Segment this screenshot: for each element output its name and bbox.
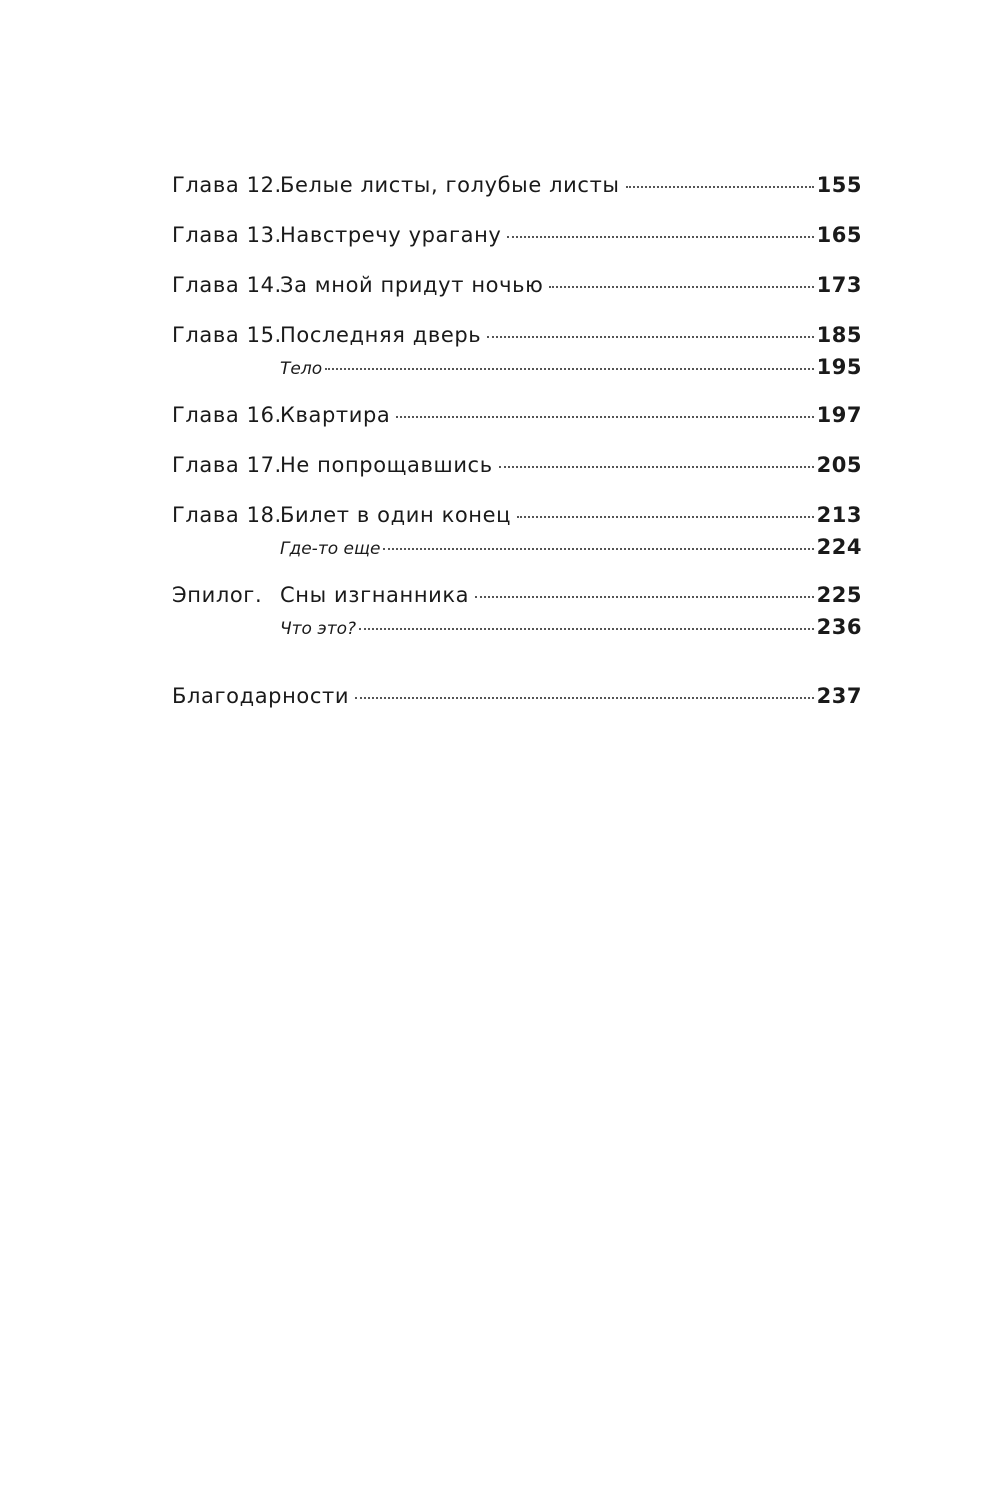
page-number: 237 (816, 684, 862, 708)
page-number: 213 (816, 503, 862, 527)
chapter-label: Глава 15. (172, 323, 282, 347)
chapter-label: Глава 18. (172, 503, 282, 527)
page-number: 225 (816, 583, 862, 607)
toc-entry-chapter-17[interactable] (172, 448, 862, 482)
dot-leader (487, 336, 813, 338)
chapter-label: Эпилог. (172, 583, 263, 607)
chapter-label: Глава 17. (172, 453, 282, 477)
dot-leader (517, 516, 814, 518)
toc-entry-epilogue[interactable] (172, 578, 862, 612)
toc-entry-chapter-14[interactable] (172, 268, 862, 302)
dot-leader (325, 368, 814, 370)
chapter-title: Навстречу урагану (280, 223, 502, 247)
page-number: 195 (816, 355, 862, 379)
dot-leader (359, 628, 814, 630)
chapter-label: Глава 12. (172, 173, 282, 197)
dot-leader (475, 596, 814, 598)
chapter-label: Глава 16. (172, 403, 282, 427)
chapter-title: Сны изгнанника (280, 583, 470, 607)
section-title: Благодарности (172, 684, 350, 708)
toc-entry-chapter-16[interactable] (172, 398, 862, 432)
chapter-title: Квартира (280, 403, 391, 427)
dot-leader (507, 236, 813, 238)
chapter-label: Глава 13. (172, 223, 282, 247)
page-number: 205 (816, 453, 862, 477)
dot-leader (549, 286, 813, 288)
toc-entry-chapter-12[interactable] (172, 168, 862, 202)
dot-leader (383, 548, 813, 550)
toc-entry-chapter-15[interactable] (172, 318, 862, 352)
page-number: 165 (816, 223, 862, 247)
toc-entry-sub-telo[interactable] (172, 352, 862, 382)
chapter-title: Не попрощавшись (280, 453, 493, 477)
toc-entry-acknowledgements[interactable] (172, 679, 862, 713)
dot-leader (396, 416, 813, 418)
page-number: 197 (816, 403, 862, 427)
page-number: 173 (816, 273, 862, 297)
page-number: 185 (816, 323, 862, 347)
table-of-contents (172, 168, 862, 713)
chapter-title: Белые листы, голубые листы (280, 173, 620, 197)
toc-entry-chapter-18[interactable] (172, 498, 862, 532)
page-number: 224 (816, 535, 862, 559)
dot-leader (626, 186, 814, 188)
chapter-label: Глава 14. (172, 273, 282, 297)
page-number: 155 (816, 173, 862, 197)
chapter-title: За мной придут ночью (280, 273, 544, 297)
subsection-title: Тело (280, 359, 323, 379)
chapter-title: Последняя дверь (280, 323, 482, 347)
subsection-title: Где-то еще (280, 539, 381, 559)
dot-leader (355, 697, 814, 699)
toc-entry-chapter-13[interactable] (172, 218, 862, 252)
subsection-title: Что это? (280, 619, 357, 639)
dot-leader (499, 466, 814, 468)
page-number: 236 (816, 615, 862, 639)
chapter-title: Билет в один конец (280, 503, 512, 527)
toc-entry-sub-gde-to-eshche[interactable] (172, 532, 862, 562)
toc-entry-sub-chto-eto[interactable] (172, 612, 862, 642)
